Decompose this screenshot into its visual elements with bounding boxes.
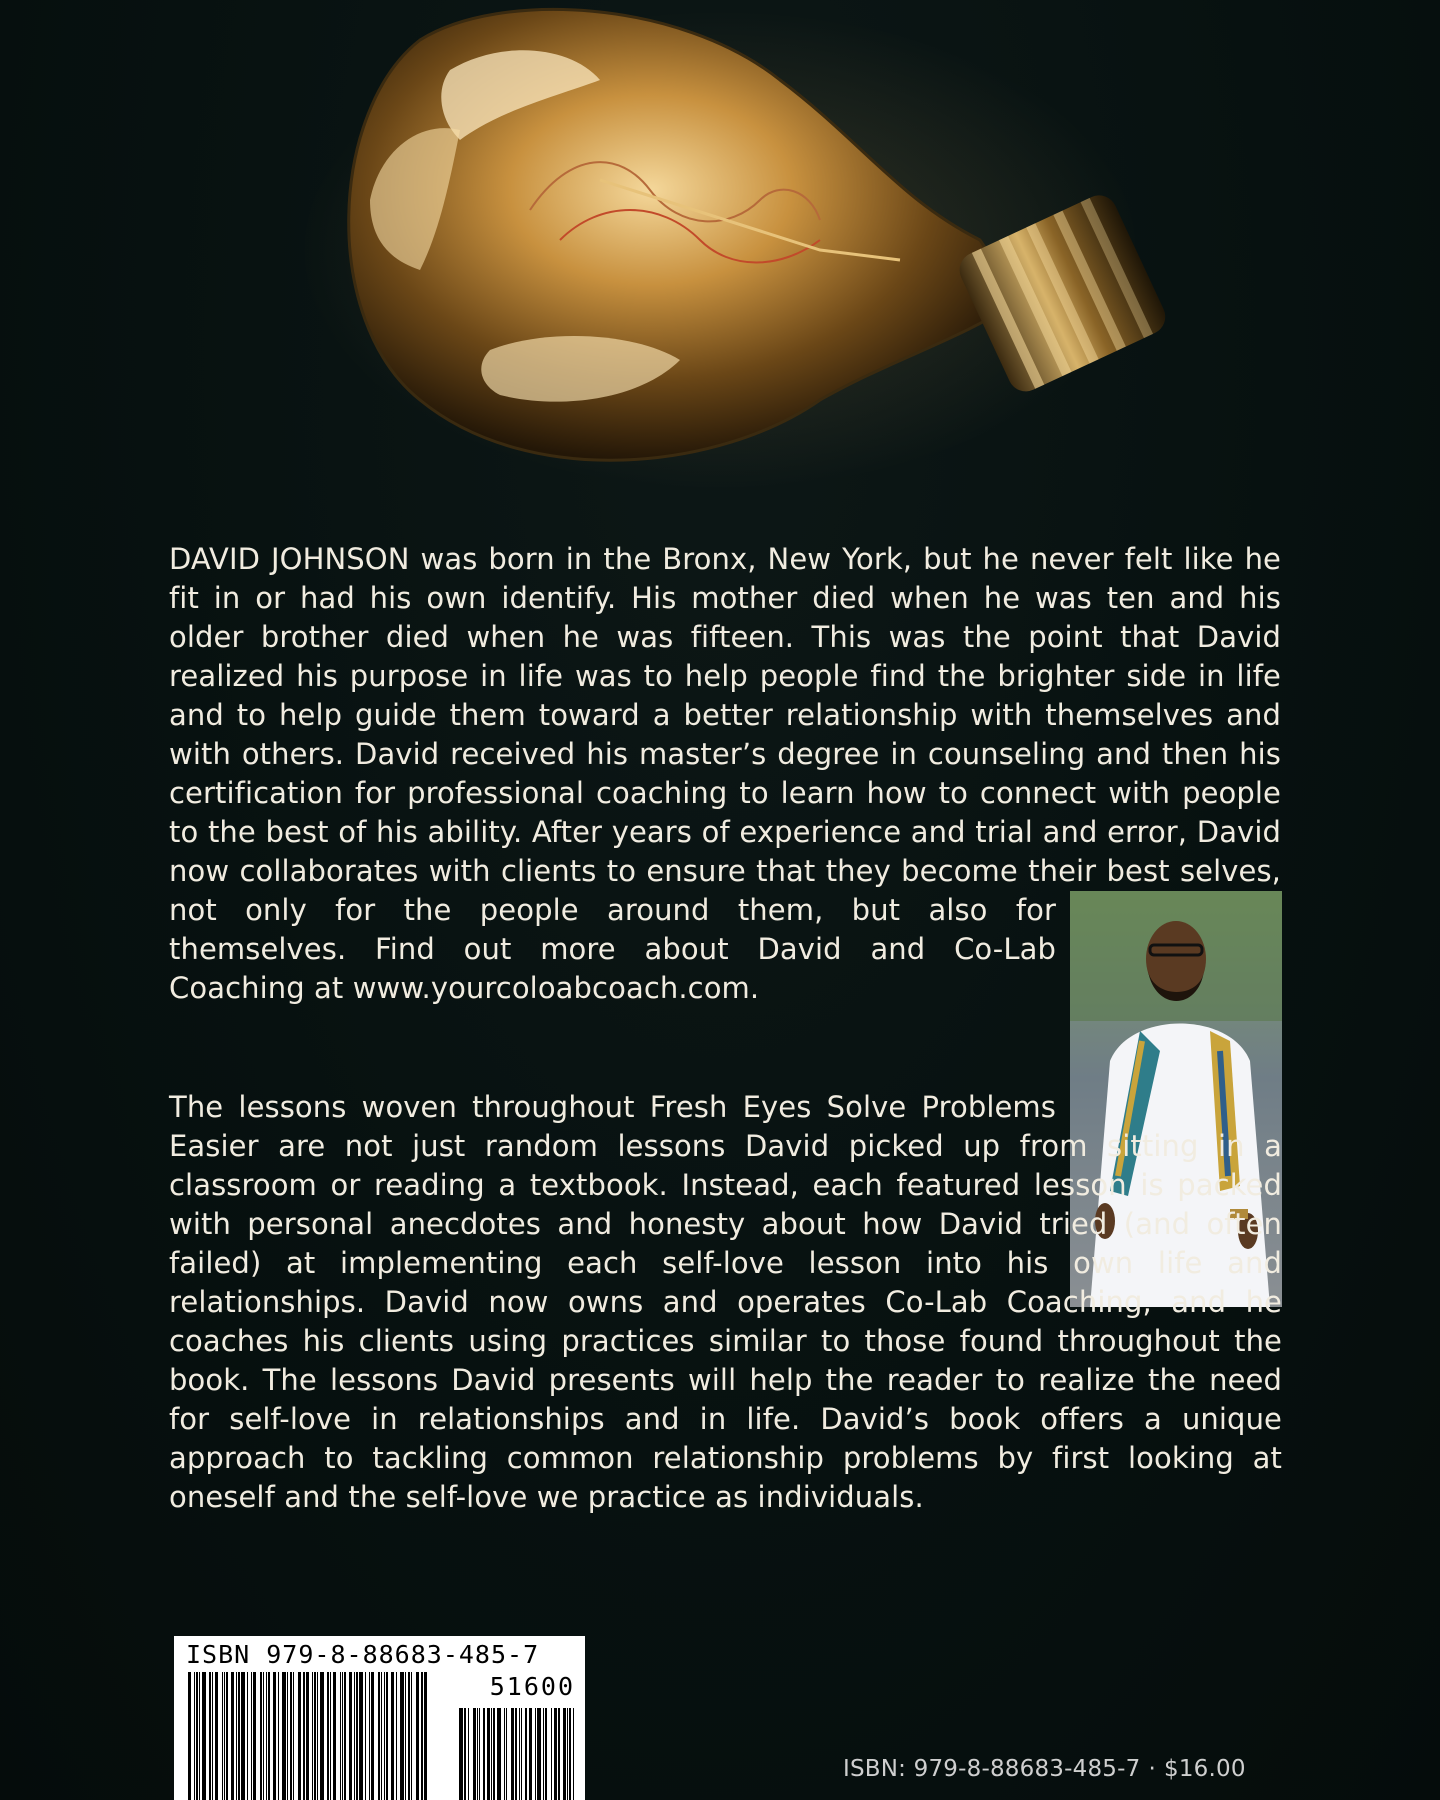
addon-barcode-bar	[537, 1708, 541, 1800]
addon-barcode-bar	[493, 1708, 495, 1800]
barcode-bar	[317, 1672, 318, 1800]
addon-barcode-bar	[491, 1708, 492, 1800]
layout-spacer	[1281, 540, 1282, 891]
barcode-bar	[196, 1672, 198, 1800]
barcode-price-code: 51600	[489, 1672, 575, 1701]
barcode-bar	[199, 1672, 200, 1800]
barcode-bar	[314, 1672, 316, 1800]
barcode-bar	[215, 1672, 218, 1800]
barcode-bar	[266, 1672, 267, 1800]
barcode-bar	[411, 1672, 412, 1800]
barcode-bar	[287, 1672, 288, 1800]
barcode-bar	[236, 1672, 237, 1800]
barcode-isbn-label: ISBN 979-8-88683-485-7	[186, 1640, 540, 1669]
addon-barcode-bar	[545, 1708, 547, 1800]
barcode-bar	[333, 1672, 336, 1800]
barcode-bar	[320, 1672, 324, 1800]
addon-barcode-bar	[473, 1708, 476, 1800]
barcode-bar	[253, 1672, 256, 1800]
footer-isbn: ISBN: 979-8-88683-485-7	[843, 1756, 1141, 1782]
barcode-bar	[312, 1672, 313, 1800]
barcode-bar	[251, 1672, 252, 1800]
isbn-barcode	[174, 1636, 585, 1800]
barcode-bar	[408, 1672, 410, 1800]
barcode-bar	[424, 1672, 427, 1800]
barcode-bar	[303, 1672, 305, 1800]
barcode-bar	[282, 1672, 286, 1800]
addon-barcode-bar	[535, 1708, 536, 1800]
barcode-bar	[421, 1672, 423, 1800]
addon-barcode-bar	[554, 1708, 557, 1800]
barcode-bar	[384, 1672, 385, 1800]
barcode-bar	[241, 1672, 245, 1800]
barcode-bar	[306, 1672, 309, 1800]
addon-barcode-bar	[497, 1708, 501, 1800]
barcode-bar	[396, 1672, 397, 1800]
barcode-bar	[330, 1672, 331, 1800]
addon-barcode-bar	[479, 1708, 480, 1800]
addon-barcode-bar	[529, 1708, 532, 1800]
barcode-bar	[356, 1672, 358, 1800]
barcode-bar	[209, 1672, 211, 1800]
addon-barcode-bar	[515, 1708, 517, 1800]
light-bulb-illustration	[300, 0, 1200, 520]
layout-spacer	[1056, 1088, 1282, 1089]
addon-barcode-bar	[477, 1708, 478, 1800]
barcode-bar	[327, 1672, 329, 1800]
addon-barcode-bar	[567, 1708, 568, 1800]
addon-barcode-bar	[563, 1708, 566, 1800]
barcode-bar	[263, 1672, 264, 1800]
barcode-bar	[273, 1672, 276, 1800]
addon-barcode-bar	[464, 1708, 466, 1800]
barcode-bar	[226, 1672, 228, 1800]
barcode-bar	[354, 1672, 355, 1800]
barcode-bar	[400, 1672, 404, 1800]
barcode-bar	[381, 1672, 382, 1800]
barcode-bar	[365, 1672, 366, 1800]
barcode-bar	[222, 1672, 223, 1800]
barcode-bar	[188, 1672, 191, 1800]
barcode-bar	[342, 1672, 343, 1800]
barcode-bar	[293, 1672, 294, 1800]
addon-barcode-bar	[558, 1708, 560, 1800]
addon-barcode-bar	[487, 1708, 490, 1800]
addon-barcode-bar	[519, 1708, 520, 1800]
barcode-bar	[405, 1672, 406, 1800]
barcode-bar	[278, 1672, 279, 1800]
barcode-bar	[349, 1672, 352, 1800]
addon-barcode-bar	[521, 1708, 522, 1800]
addon-barcode-bar	[483, 1708, 485, 1800]
barcode-bar	[416, 1672, 419, 1800]
barcode-bar	[371, 1672, 374, 1800]
barcode-bar	[359, 1672, 363, 1800]
addon-barcode-bar	[506, 1708, 507, 1800]
barcode-bar	[340, 1672, 341, 1800]
barcode-bar	[194, 1672, 195, 1800]
barcode-bar	[344, 1672, 346, 1800]
barcode-bar	[224, 1672, 225, 1800]
barcode-bar	[247, 1672, 248, 1800]
footer-separator: ·	[1148, 1756, 1156, 1782]
addon-barcode-bar	[504, 1708, 505, 1800]
author-name: DAVID JOHNSON	[169, 542, 410, 576]
barcode-bar	[238, 1672, 240, 1800]
barcode-bar	[298, 1672, 301, 1800]
addon-barcode-bar	[459, 1708, 463, 1800]
book-description-paragraph	[169, 1088, 1282, 1517]
addon-barcode-bar	[569, 1708, 571, 1800]
addon-barcode-bar	[511, 1708, 514, 1800]
barcode-bar	[290, 1672, 292, 1800]
barcode-bar	[369, 1672, 370, 1800]
addon-barcode-bar	[573, 1708, 574, 1800]
barcode-bar	[231, 1672, 234, 1800]
footer-price: $16.00	[1163, 1756, 1246, 1782]
barcode-bar	[386, 1672, 388, 1800]
addon-barcode-bar	[551, 1708, 552, 1800]
description-text: The lessons woven throughout Fresh Eyes Solve Problems Easier are not just random lessons David picked up from sitting in a classroom or reading a textbook. Instead, each featured lesson is packed with personal anecdotes and honesty about how David tried (and often failed) at implementing each self-love lesson into his own life and relationships. David now owns and operates Co-Lab Coaching, and he coaches his clients using practices similar to those found throughout the book. The lessons David presents will help the reader to realize the need for self-love in relationships and in life. David’s book offers a unique approach to tackling common relationship problems by first looking at oneself and the self-love we practice as individuals.	[169, 1090, 1282, 1514]
barcode-bar	[391, 1672, 394, 1800]
barcode-bar	[268, 1672, 270, 1800]
addon-barcode-bar	[525, 1708, 527, 1800]
barcode-bar	[212, 1672, 213, 1800]
footer-isbn-price	[843, 1756, 1246, 1782]
bio-text: was born in the Bronx, New York, but he never felt like he fit in or had his own identify. His mother died when he was ten and his older brother died when he was fifteen. This was the point that David realized his purpose in life was to help people find the brighter side in life and to help guide them toward a better relationship with themselves and with others. David received his master’s degree in counseling and then his certification for professional coaching to learn how to connect with people to the best of his ability. After years of experience and trial and error, David now collaborates with clients to ensure that they become their best selves, not only for the people around them, but also for themselves. Find out more about David and Co-Lab Coaching at www.yourcoloabcoach.com.	[169, 542, 1281, 1005]
addon-barcode-bar	[543, 1708, 544, 1800]
barcode-bar	[378, 1672, 380, 1800]
addon-barcode-bar	[468, 1708, 469, 1800]
barcode-bar	[260, 1672, 262, 1800]
barcode-bar	[202, 1672, 206, 1800]
